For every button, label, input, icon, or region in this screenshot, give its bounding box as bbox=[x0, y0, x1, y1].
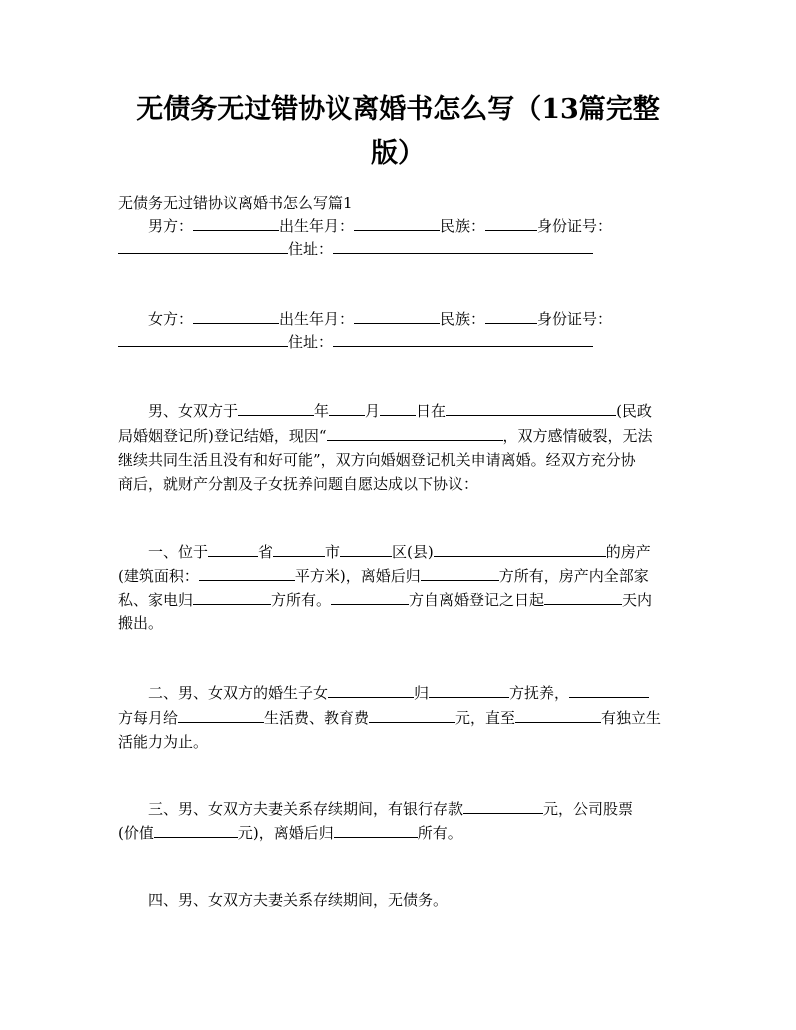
clause3-text-2c: 所有。 bbox=[417, 824, 463, 842]
clause2-text-2a: 方每月给 bbox=[118, 709, 179, 727]
deposit-blank bbox=[463, 798, 543, 814]
clause1-text-2b: 平方米)，离婚后归 bbox=[294, 567, 421, 585]
male-ethnicity-blank bbox=[485, 215, 537, 231]
clause3-text-a: 三、男、女双方夫妻关系存续期间，有银行存款 bbox=[148, 800, 464, 818]
intro-text-1: 男、女双方于 bbox=[148, 402, 239, 420]
intro-text-5: (民政 bbox=[616, 402, 652, 420]
male-birth-blank bbox=[354, 215, 440, 231]
clause1-text-2c: 方所有，房产内全部家 bbox=[498, 567, 649, 585]
clause2-text-a: 二、男、女双方的婚生子女 bbox=[148, 684, 329, 702]
intro-text-2b: ，双方感情破裂，无法 bbox=[502, 427, 653, 445]
female-address-label: 住址： bbox=[288, 333, 334, 351]
female-name-blank bbox=[193, 308, 279, 324]
clause1-text-3d: 天内 bbox=[622, 591, 653, 609]
title-line-1: 无债务无过错协议离婚书怎么写（13篇完整 bbox=[136, 94, 660, 125]
male-ethnicity-label: 民族： bbox=[440, 217, 486, 235]
clause4-line-1: 四、男、女双方夫妻关系存续期间，无债务。 bbox=[148, 891, 449, 909]
clause3-text-b: 元，公司股票 bbox=[543, 800, 634, 818]
property-owner-blank bbox=[421, 565, 499, 581]
male-address-label: 住址： bbox=[288, 240, 334, 258]
female-label: 女方： bbox=[148, 310, 194, 328]
year-blank bbox=[238, 400, 314, 416]
child-blank bbox=[328, 682, 414, 698]
custody-party-blank bbox=[429, 682, 509, 698]
province-blank bbox=[208, 541, 258, 557]
female-info-line-2 bbox=[118, 331, 593, 353]
male-label: 男方： bbox=[148, 217, 194, 235]
intro-month: 月 bbox=[365, 402, 381, 420]
day-blank bbox=[380, 400, 416, 416]
clause2-text-2b: 生活费、教育费 bbox=[264, 709, 370, 727]
clause3-line-2 bbox=[118, 822, 463, 844]
intro-year: 年 bbox=[314, 402, 330, 420]
clause1-text-c: 市 bbox=[325, 543, 341, 561]
clause2-text-b: 归 bbox=[414, 684, 430, 702]
month-blank bbox=[329, 400, 365, 416]
clause1-text-e: 的房产 bbox=[605, 543, 651, 561]
female-info-line-1 bbox=[148, 308, 612, 330]
document-title bbox=[110, 88, 686, 176]
male-id-blank bbox=[118, 238, 288, 254]
male-info-line-2 bbox=[118, 238, 593, 260]
stock-value-blank bbox=[154, 822, 238, 838]
clause1-text-3c: 方自离婚登记之日起 bbox=[409, 591, 545, 609]
intro-line-2 bbox=[118, 425, 653, 447]
clause1-line-4: 搬出。 bbox=[118, 614, 164, 632]
clause2-line-3: 活能力为止。 bbox=[118, 733, 209, 751]
female-id-label: 身份证号： bbox=[537, 310, 613, 328]
clause1-line-3 bbox=[118, 589, 652, 611]
female-birth-blank bbox=[354, 308, 440, 324]
clause1-text-b: 省 bbox=[258, 543, 274, 561]
male-name-blank bbox=[193, 215, 279, 231]
section-heading: 无债务无过错协议离婚书怎么写篇1 bbox=[118, 194, 353, 212]
female-birth-label: 出生年月： bbox=[279, 310, 355, 328]
location-blank bbox=[446, 400, 616, 416]
female-id-blank bbox=[118, 331, 288, 347]
clause2-text-2d: 有独立生 bbox=[601, 709, 662, 727]
clause3-line-1 bbox=[148, 798, 633, 820]
clause1-text-d: 区(县) bbox=[392, 543, 434, 561]
clause1-text-2a: (建筑面积： bbox=[118, 567, 199, 585]
intro-text-2a: 局婚姻登记所)登记结婚，现因“ bbox=[118, 427, 327, 445]
intro-line-3: 继续共同生活且没有和好可能”，双方向婚姻登记机关申请离婚。经双方充分协 bbox=[118, 451, 636, 469]
female-ethnicity-blank bbox=[485, 308, 537, 324]
female-ethnicity-label: 民族： bbox=[440, 310, 486, 328]
area-blank bbox=[199, 565, 295, 581]
property-address-blank bbox=[434, 541, 606, 557]
until-blank bbox=[515, 707, 601, 723]
clause3-text-2b: 元)，离婚后归 bbox=[237, 824, 334, 842]
city-blank bbox=[273, 541, 325, 557]
clause1-line-2 bbox=[118, 565, 649, 587]
male-birth-label: 出生年月： bbox=[279, 217, 355, 235]
male-id-label: 身份证号： bbox=[537, 217, 613, 235]
clause1-text-a: 一、位于 bbox=[148, 543, 209, 561]
title-line-2: 版） bbox=[371, 138, 425, 169]
clause1-line-1 bbox=[148, 541, 651, 563]
payer-party-blank bbox=[569, 682, 649, 698]
clause1-text-3b: 方所有。 bbox=[271, 591, 332, 609]
amount-blank bbox=[369, 707, 455, 723]
stock-owner-blank bbox=[334, 822, 418, 838]
clause2-line-1 bbox=[148, 682, 649, 704]
days-blank bbox=[544, 589, 622, 605]
furniture-owner-blank bbox=[193, 589, 271, 605]
male-address-blank bbox=[333, 238, 593, 254]
clause3-text-2a: (价值 bbox=[118, 824, 154, 842]
district-blank bbox=[340, 541, 392, 557]
clause2-text-2c: 元，直至 bbox=[455, 709, 516, 727]
clause2-text-c: 方抚养， bbox=[509, 684, 570, 702]
female-address-blank bbox=[333, 331, 593, 347]
reason-blank bbox=[327, 425, 503, 441]
clause1-text-3a: 私、家电归 bbox=[118, 591, 194, 609]
intro-day: 日在 bbox=[416, 402, 447, 420]
clause2-line-2 bbox=[118, 707, 661, 729]
move-out-party-blank bbox=[331, 589, 409, 605]
recipient-blank bbox=[178, 707, 264, 723]
intro-line-4: 商后，就财产分割及子女抚养问题自愿达成以下协议： bbox=[118, 475, 479, 493]
intro-line-1 bbox=[148, 400, 652, 422]
male-info-line-1 bbox=[148, 215, 612, 237]
